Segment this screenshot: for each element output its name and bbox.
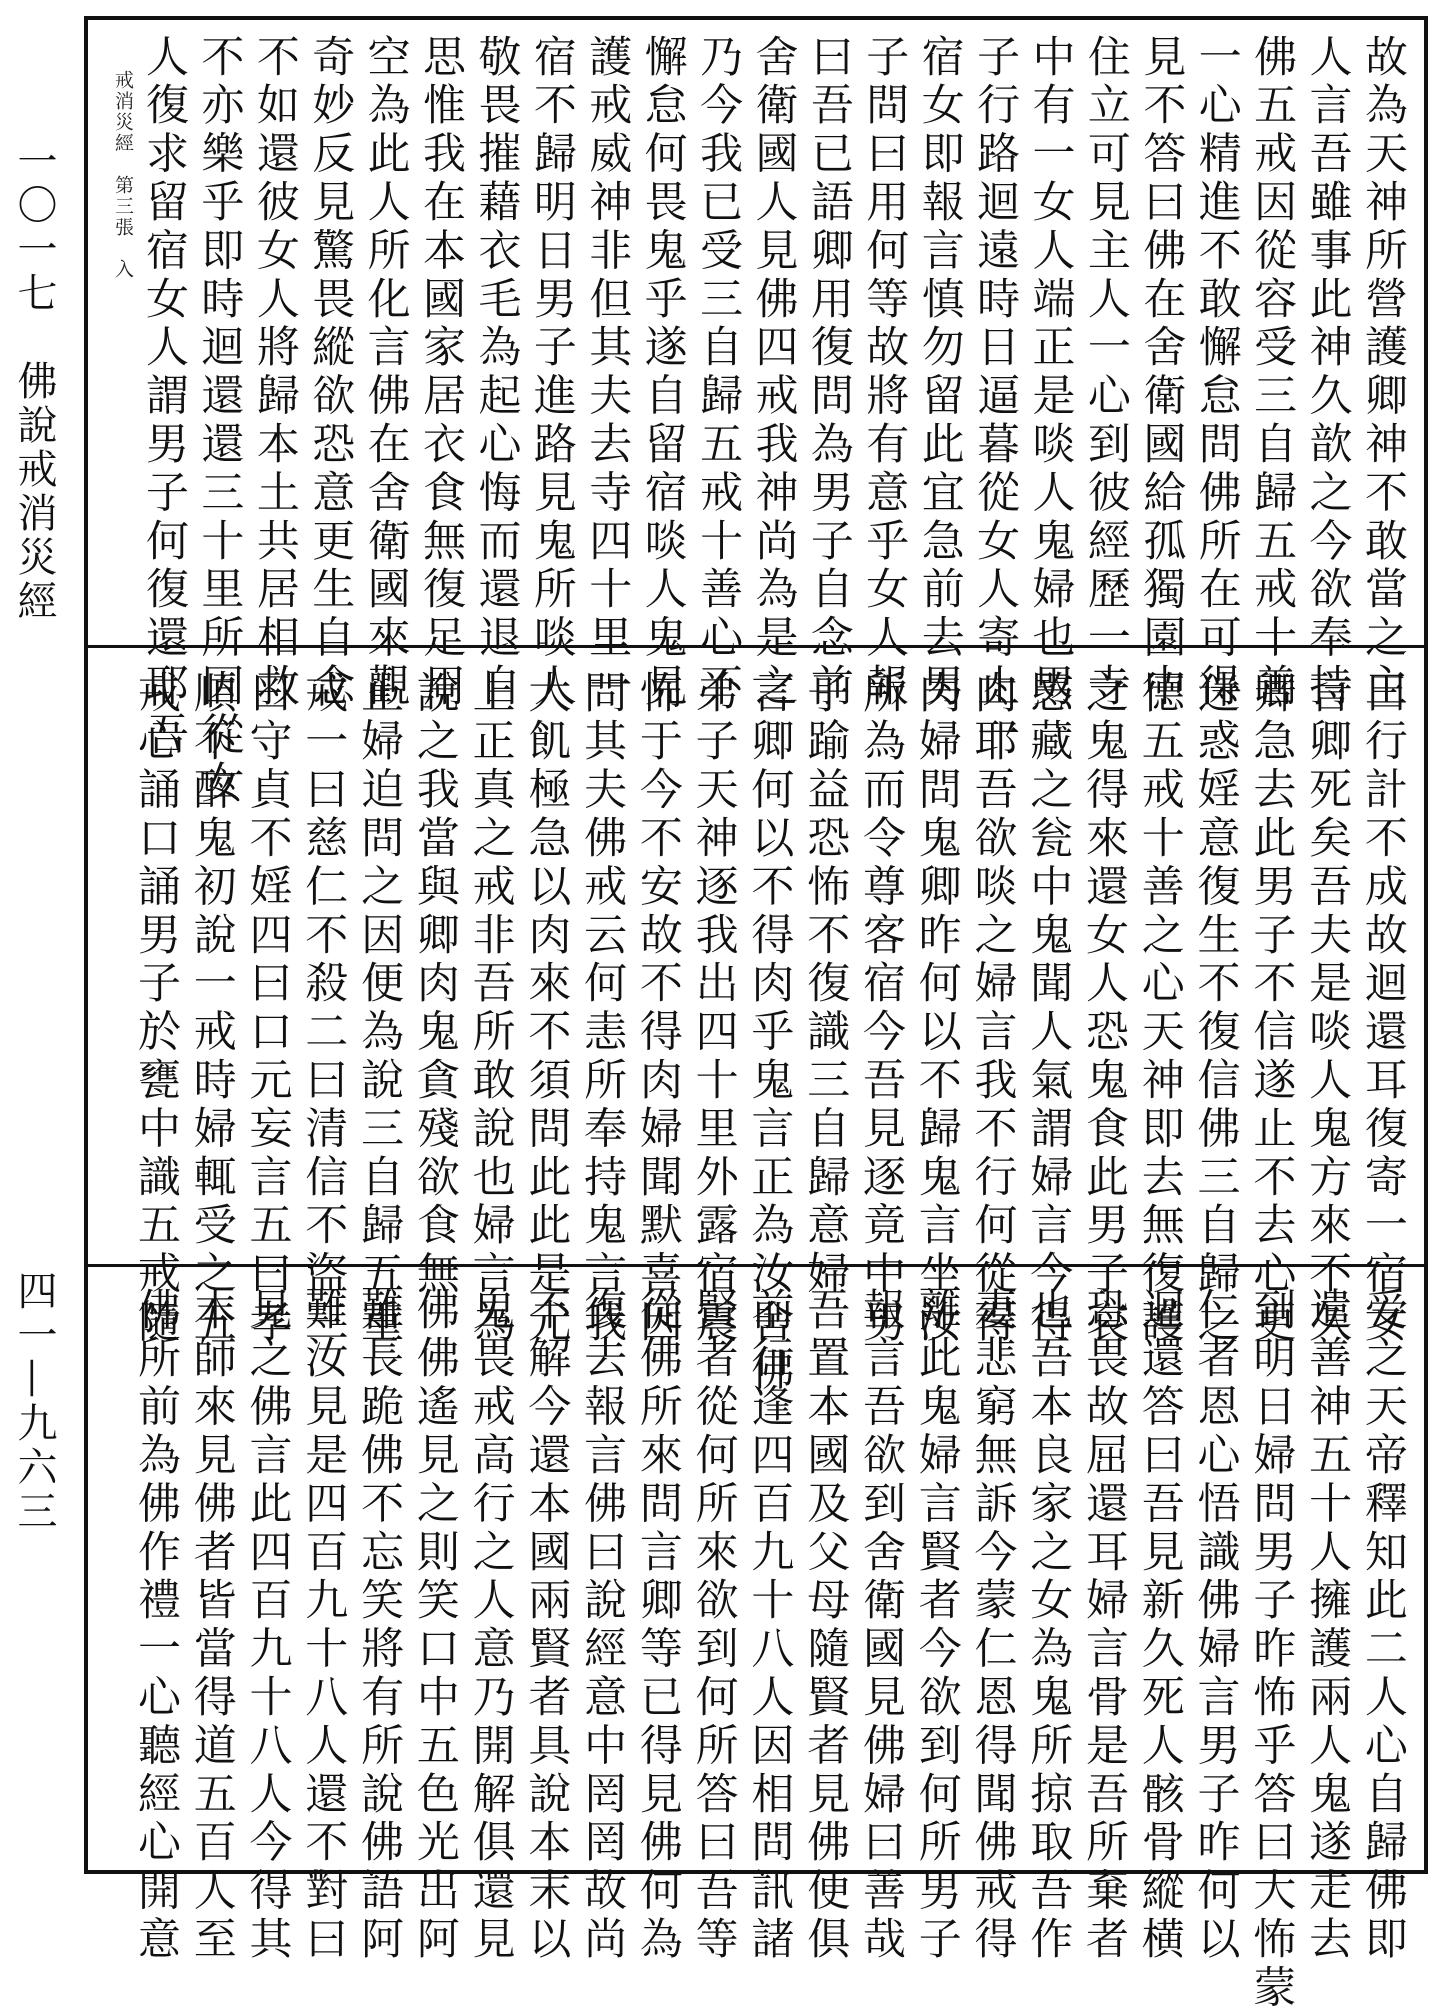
text-column: 曰吾已語卿用復問為男子自念前: [803, 34, 854, 712]
text-column: 住立可見主人一心到彼經歷一寺: [1080, 34, 1131, 712]
text-column: 也吾本良家之女為鬼所掠取吾作: [1023, 1287, 1074, 1965]
text-column: 恐畏故屈還耳婦言骨是吾所棄者: [1079, 1287, 1130, 1965]
text-column: 說之我當與卿肉鬼貪殘欲食無: [409, 670, 460, 1300]
text-column: 中有一女人端正是啖人鬼婦也男: [1025, 34, 1076, 712]
text-column: 言卿死矣吾夫是啖人鬼方來不久: [1302, 670, 1353, 1348]
text-column: 怖于今不安故不得肉婦聞默喜因: [632, 670, 683, 1348]
text-column: 到明日婦問男子昨怖乎答曰大怖蒙: [1246, 1287, 1297, 2013]
text-column: 一心精進不敢懈怠問佛所在可得: [1191, 34, 1242, 712]
text-column: 佛佛遙見之則笑口中五色光出阿: [409, 1287, 460, 1965]
text-panel-bottom: [88, 1267, 1424, 2013]
text-column: 賢者從何所來欲到何所答曰吾等: [688, 1287, 739, 1965]
text-column: 思惟我在本國家居衣食無復足用: [416, 34, 467, 712]
text-column: 言卿何以不得肉乎鬼言正為汝舍佛: [744, 670, 795, 1396]
text-column: 問其夫佛戒云何恚所奉持鬼言我: [577, 670, 628, 1348]
text-column: 宿女即報言慎勿留此宜急前去男: [914, 34, 965, 712]
text-column: 卿急去此男子不信遂止不去心更: [1246, 670, 1297, 1348]
text-column: 戒一曰慈仁不殺二曰清信不盜三: [298, 670, 349, 1348]
text-column: 離此鬼婦言賢者今欲到何所男子: [911, 1287, 962, 1965]
column-group: [88, 1267, 1424, 2013]
text-column: 報言吾欲到舍衛國見佛婦曰善哉: [855, 1287, 906, 1965]
text-column: 復去報言佛曰說經意中罔罔故尚: [577, 1287, 628, 1965]
text-column: 所為而令尊客宿今吾見逐竟中男: [855, 670, 906, 1348]
text-column: 難汝見是四百九十八人還不對曰: [298, 1287, 349, 1965]
text-column: 大飢極急以肉來不須問此此是元: [521, 670, 572, 1348]
text-column: 見之佛言此四百九十八人今得其: [242, 1287, 293, 1965]
text-column: 人復求留宿女人謂男子何復還耶吾: [139, 34, 189, 760]
running-title: 戒消災經 第三張 入: [112, 70, 134, 280]
column-group: [88, 648, 1424, 1396]
text-column: 順不醉鬼初說一戒時婦輒受之五: [186, 670, 237, 1348]
text-column: 難長跪佛不忘笑將有所說佛語阿: [354, 1287, 405, 1965]
text-column: 迷惑婬意復生不復信佛三自歸之: [1190, 670, 1241, 1348]
text-column: 德五戒十善之心天神即去無復護: [1134, 670, 1185, 1348]
text-column: 吾置本國及父母隨賢者見佛便俱: [800, 1287, 851, 1965]
text-column: 戒心誦口誦男子於甕中識五戒隨: [131, 670, 181, 1348]
text-column: 奇妙反見驚畏縱欲恐意更生自念: [305, 34, 356, 712]
sutra-title-margin: 一〇一七 佛說戒消災經: [11, 140, 57, 624]
text-column: 愍藏之瓮中鬼聞人氣謂婦言今得: [1023, 670, 1074, 1348]
text-column: 不如還彼女人將歸本土共居相救: [249, 34, 300, 712]
text-column: 之鬼得來還女人恐鬼食此男子哀: [1079, 670, 1130, 1348]
text-column: 肉婦問鬼卿昨何以不歸鬼言坐汝: [911, 670, 962, 1348]
text-column: 肉耶吾欲啖之婦言我不行何從得: [967, 670, 1018, 1348]
text-column: 曰行計不成故迴還耳復寄一宿女: [1357, 670, 1408, 1348]
text-column: 止婦迫問之因便為說三自歸五重: [354, 670, 405, 1348]
text-column: 迴還答曰吾見新久死人骸骨縱横: [1134, 1287, 1185, 1965]
text-panel-top: [88, 20, 1424, 809]
text-column: 人言吾雖事此神久歆之今欲奉持: [1302, 34, 1353, 712]
text-column: 受之天帝釋知此二人心自歸佛即: [1357, 1287, 1408, 1965]
text-column: 妻悲窮無訴今蒙仁恩得聞佛戒得: [967, 1287, 1018, 1965]
text-column: 子行路迴遠時日逼暮從女人寄止一: [970, 34, 1021, 760]
text-panel-middle: [88, 648, 1424, 1396]
text-column: 仁者恩心悟識佛婦言男子昨何以: [1190, 1287, 1241, 1965]
column-group: [88, 20, 1424, 809]
text-column: 本師來見佛者皆當得道五百人至: [186, 1287, 237, 1965]
text-column: 不解今還本國兩賢者具說本末以: [521, 1287, 572, 1965]
page-number-margin: 四一—九六三: [11, 1270, 57, 1534]
text-column: 空為此人所化言佛在舍衛國來觀: [360, 34, 411, 712]
text-column: 前行逢四百九十八人因相問訊諸: [744, 1287, 795, 1965]
text-column: 弟子天神逐我出四十里外露宿震: [688, 670, 739, 1348]
text-column: 宿不歸明日男子進路見鬼所啖人: [526, 34, 577, 712]
text-column: 敬畏摧藉衣毛為起心悔而還退自: [471, 34, 522, 712]
text-column: 佛所前為佛作禮一心聽經心開意: [131, 1287, 181, 1965]
text-frame: [84, 16, 1428, 2013]
text-column: 遣善神五十人擁護兩人鬼遂走去: [1302, 1287, 1353, 1965]
text-column: 鬼畏戒高行之人意乃開解俱還見: [465, 1287, 516, 1965]
text-column: 子踰益恐怖不復識三自歸意婦: [800, 670, 851, 1300]
text-column: 佛五戒因從容受三自歸五戒十善: [1247, 34, 1298, 712]
text-column: 子問曰用何等故將有意乎女人報: [859, 34, 910, 712]
text-column: 舍衛國人見佛四戒我神尚為是之: [748, 34, 799, 712]
text-column: 懈怠何畏鬼乎遂自留宿啖人鬼見: [637, 34, 688, 712]
text-column: 從佛所來問言卿等已得見佛何為: [632, 1287, 683, 1965]
text-column: 乃今我已受三自歸五戒十善心不: [693, 34, 744, 712]
text-column: 曰守貞不婬四曰口元妄言五曰孝: [242, 670, 293, 1348]
text-column: 見不答曰佛在舍衛國給孤獨園中: [1136, 34, 1187, 712]
text-column: 上正真之戒非吾所敢說也婦言為: [465, 670, 516, 1348]
text-column: 不亦樂乎即時迴還還三十里所因從女: [194, 34, 245, 809]
text-column: 故為天神所營護卿神不敢當之主: [1357, 34, 1408, 712]
text-column: 護戒威神非但其夫去寺四十里一: [582, 34, 633, 712]
